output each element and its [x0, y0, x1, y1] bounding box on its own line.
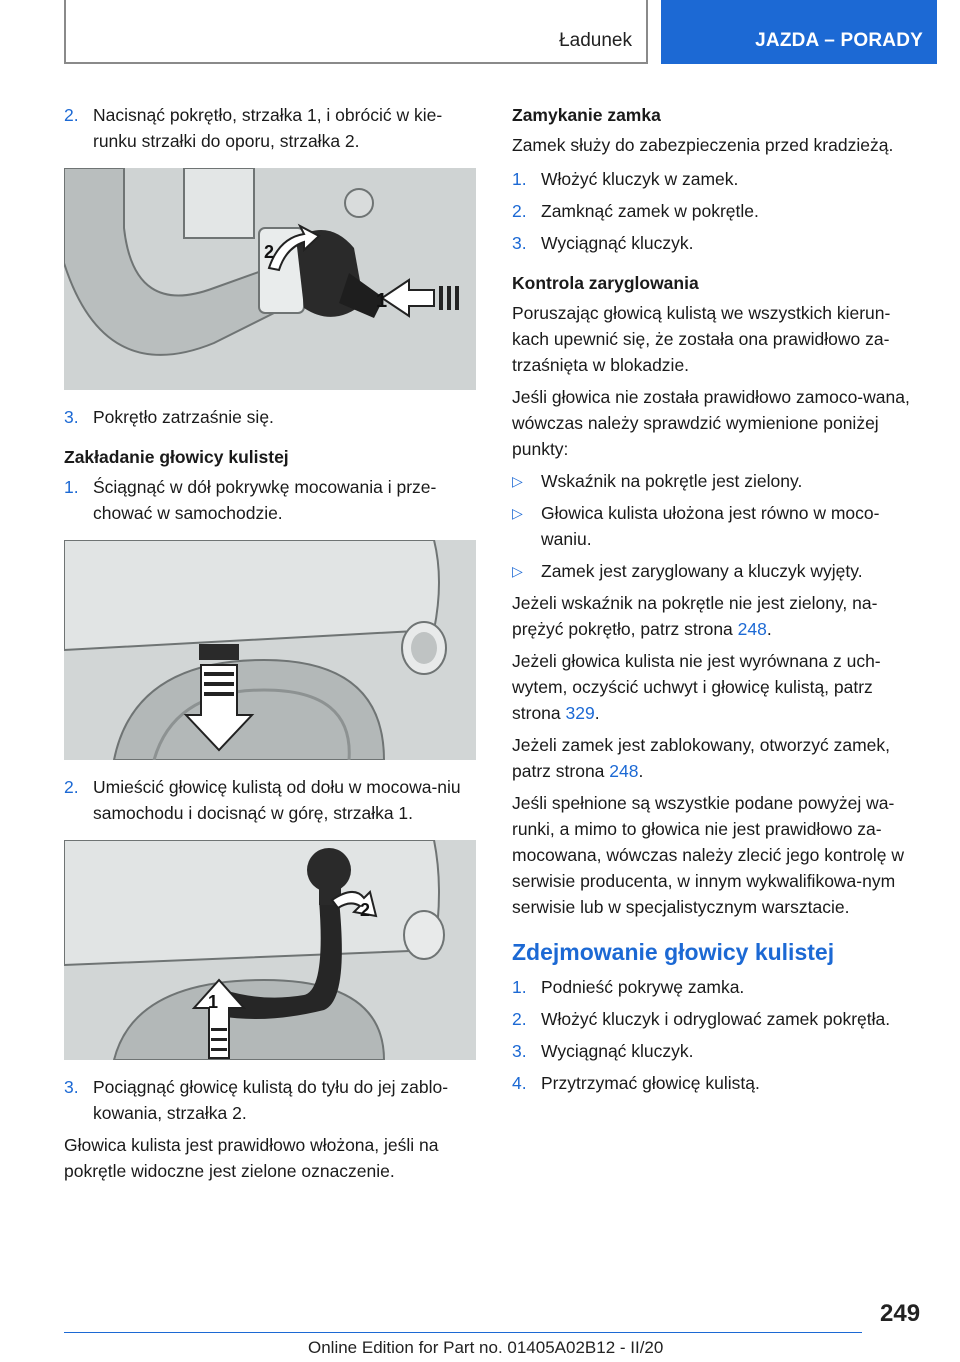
- step-number: 2.: [512, 1009, 527, 1029]
- heading-lock-check: Kontrola zaryglowania: [512, 273, 699, 293]
- header-chapter-tab: [661, 0, 937, 64]
- figure-insert-ball-head: [64, 840, 476, 1060]
- step-number: 3.: [64, 1077, 79, 1097]
- footer-edition: Online Edition for Part no. 01405A02B12 - II/20: [308, 1338, 664, 1357]
- mount-step-1: [64, 474, 476, 526]
- indicator-note-text: Jeżeli wskaźnik na pokrętle nie jest zielony, na-prężyć pokrętło, patrz strona: [512, 593, 878, 639]
- service-note: Jeśli spełnione są wszystkie podane powyżej wa-runki, a mimo to głowica nie jest prawidłowo za-mocowana, wówczas należy zlecić jego kontrolę w serwisie producenta, w innym wykwalifikowa-nym serwisie lub w specjalistycznym warsztacie.: [512, 793, 904, 917]
- heading-locking: Zamykanie zamka: [512, 105, 661, 125]
- right-column: [512, 102, 926, 1102]
- step-number: 2.: [64, 105, 79, 125]
- remove-step-4: [512, 1070, 926, 1096]
- figure-label-1: 1: [376, 290, 388, 312]
- step-3: [64, 404, 476, 430]
- footer-divider: [64, 1332, 862, 1333]
- step-number: 2.: [64, 777, 79, 797]
- remove-step-1: [512, 974, 926, 1000]
- check-bullet-1: [512, 468, 926, 494]
- check-paragraph-2: Jeśli głowica nie została prawidłowo zamoco-wana, wówczas należy sprawdzić wymienione poniżej punkty:: [512, 387, 910, 459]
- header-chapter-title: JAZDA – PORADY: [755, 30, 923, 51]
- step-text: Włożyć kluczyk w zamek.: [541, 169, 739, 189]
- figure-knob-rotate: [64, 168, 476, 390]
- header-section-box: [64, 0, 648, 64]
- mount-step-2: [64, 774, 476, 826]
- step-text: Pociągnąć głowicę kulistą do tyłu do jej zablo-kowania, strzałka 2.: [93, 1077, 449, 1123]
- step-text: Przytrzymać głowicę kulistą.: [541, 1073, 760, 1093]
- locking-intro: Zamek służy do zabezpieczenia przed kradzieżą.: [512, 135, 894, 155]
- figure-label-2: 2: [264, 242, 275, 262]
- mount-step-3: [64, 1074, 476, 1126]
- step-text: Wyciągnąć kluczyk.: [541, 233, 694, 253]
- indicator-note: Jeżeli wskaźnik na pokrętle nie jest zielony, na-prężyć pokrętło, patrz strona 248.: [512, 593, 878, 639]
- page-link-329[interactable]: 329: [565, 703, 595, 723]
- check-bullet-2: [512, 500, 926, 552]
- step-number: 2.: [512, 201, 527, 221]
- cover-illustration: [64, 540, 476, 760]
- header-section-title: Ładunek: [559, 30, 632, 51]
- bullet-text: Zamek jest zaryglowany a kluczyk wyjęty.: [541, 561, 863, 581]
- lock-step-1: [512, 166, 926, 192]
- mount-success-note: Głowica kulista jest prawidłowo włożona, jeśli na pokrętle widoczne jest zielone oznaczenie.: [64, 1135, 439, 1181]
- step-number: 3.: [64, 407, 79, 427]
- step-number: 3.: [512, 233, 527, 253]
- step-text: Nacisnąć pokrętło, strzałka 1, i obrócić w kie-runku strzałki do oporu, strzałka 2.: [93, 105, 443, 151]
- ball-head-illustration: [64, 840, 476, 1060]
- step-2: [64, 102, 476, 154]
- alignment-note: Jeżeli głowica kulista nie jest wyrównana z uch-wytem, oczyścić uchwyt i głowicę kulistą, patrz strona 329.: [512, 651, 881, 723]
- bullet-text: Głowica kulista ułożona jest równo w moco-waniu.: [541, 503, 880, 549]
- step-text: Zamknąć zamek w pokrętle.: [541, 201, 759, 221]
- step-text: Włożyć kluczyk i odryglować zamek pokrętła.: [541, 1009, 891, 1029]
- check-paragraph-1: Poruszając głowicą kulistą we wszystkich kierun-kach upewnić się, że została ona prawidłowo za-trzaśnięta w blokadzie.: [512, 303, 891, 375]
- page-number: 249: [880, 1300, 921, 1327]
- heading-mounting: Zakładanie głowicy kulistej: [64, 447, 289, 467]
- knob-illustration: [64, 168, 476, 390]
- triangle-bullet-icon: ▷: [512, 473, 523, 489]
- triangle-bullet-icon: ▷: [512, 505, 523, 521]
- locked-note-text: Jeżeli zamek jest zablokowany, otworzyć zamek, patrz strona: [512, 735, 891, 781]
- lock-step-2: [512, 198, 926, 224]
- figure-remove-cover: [64, 540, 476, 760]
- heading-removal: Zdejmowanie głowicy kulistej: [512, 939, 835, 965]
- page-link-248-second[interactable]: 248: [609, 761, 639, 781]
- step-text: Wyciągnąć kluczyk.: [541, 1041, 694, 1061]
- step-text: Umieścić głowicę kulistą od dołu w mocowa-niu samochodu i docisnąć w górę, strzałka 1.: [93, 777, 461, 823]
- figure-label-1: 1: [208, 992, 219, 1012]
- step-number: 1.: [512, 977, 527, 997]
- check-bullet-3: [512, 558, 926, 584]
- bullet-text: Wskaźnik na pokrętle jest zielony.: [541, 471, 803, 491]
- left-column: [64, 102, 476, 1190]
- remove-step-3: [512, 1038, 926, 1064]
- step-number: 3.: [512, 1041, 527, 1061]
- step-text: Ściągnąć w dół pokrywkę mocowania i prze-chować w samochodzie.: [93, 477, 437, 523]
- locked-note: Jeżeli zamek jest zablokowany, otworzyć zamek, patrz strona 248.: [512, 735, 891, 781]
- step-number: 1.: [512, 169, 527, 189]
- figure-label-2: 2: [360, 900, 371, 920]
- lock-step-3: [512, 230, 926, 256]
- step-number: 1.: [64, 477, 79, 497]
- step-number: 4.: [512, 1073, 527, 1093]
- page-link-248[interactable]: 248: [737, 619, 767, 639]
- triangle-bullet-icon: ▷: [512, 563, 523, 579]
- step-text: Podnieść pokrywę zamka.: [541, 977, 745, 997]
- remove-step-2: [512, 1006, 926, 1032]
- step-text: Pokrętło zatrzaśnie się.: [93, 407, 274, 427]
- alignment-note-text: Jeżeli głowica kulista nie jest wyrównana z uch-wytem, oczyścić uchwyt i głowicę kulistą, patrz strona: [512, 651, 881, 723]
